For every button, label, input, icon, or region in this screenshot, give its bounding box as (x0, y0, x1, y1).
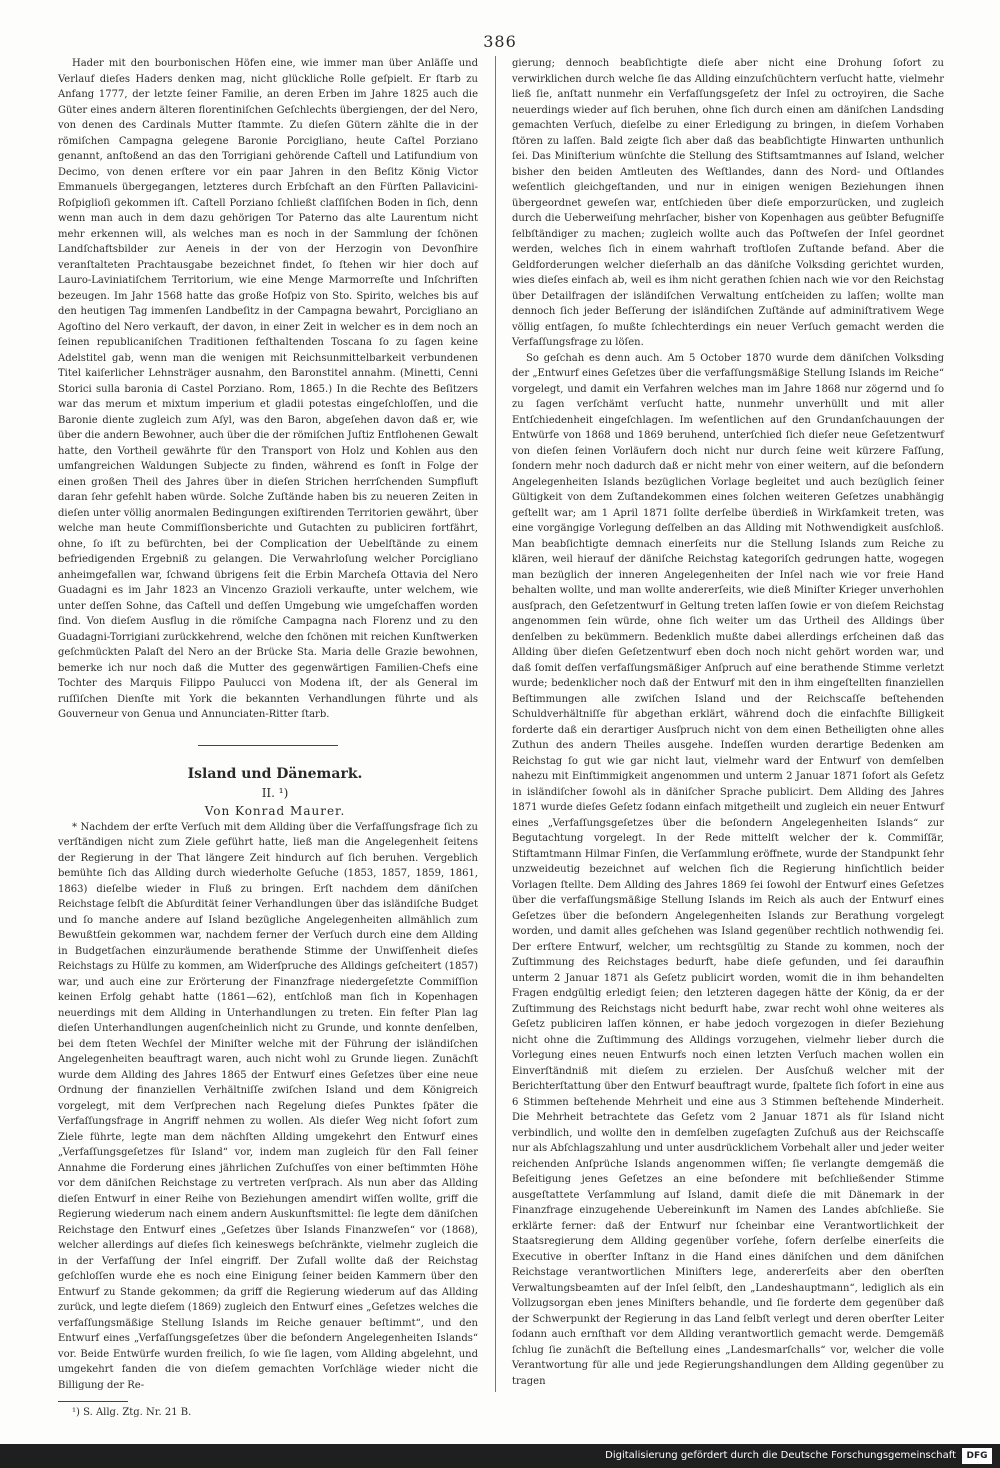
article-author: Von Konrad Maurer. (204, 803, 346, 818)
body-paragraph: * Nachdem der erſte Verſuch mit dem Allding über die Verfaſſungsfrage ſich zu verſtändigen nicht zum Ziele geführt hatte, ließ man die Angelegenheit ſeitens der Regierung in der That längere Zeit hindurch auf ſich beruhen. Vergeblich bemühte ſich das Allding durch wiederholte Geſuche (1853, 1857, 1859, 1861, 1863) dieſelbe wieder in Fluß zu bringen. Erſt nachdem dem däniſchen Reichstage ſelbſt die Abſurdität ſeiner Verhandlungen über das isländiſche Budget und ſo manche andere auf Island bezügliche Angelegenheiten allmählich zum Bewußtſein gekommen war, nachdem ferner der Verſuch durch eine dem Allding in Budgetſachen einzuräumende berathende Stimme der Unwiſſenheit dieſes Reichstags zu Hülfe zu kommen, am Widerſpruche des Alldings geſcheitert (1857) war, und auch eine zur Erörterung der Finanzfrage niedergeſetzte Commiſſion keinen Erfolg gehabt hatte (1861—62), entſchloß man ſich in Kopenhagen neuerdings mit dem Allding in Unterhandlungen zu treten. Ein feſter Plan lag dieſen Unterhandlungen augenſcheinlich nicht zu Grunde, und konnte denſelben, bei dem ſteten Wechſel der Miniſter welche mit der Führung der isländiſchen Angelegenheiten beauftragt waren, auch nicht wohl zu Grunde liegen. Zunächſt wurde dem Allding des Jahres 1865 der Entwurf eines Geſetzes über eine neue Ordnung der finanziellen Verhältniſſe zwiſchen Island und dem Königreich vorgelegt, mit dem Verſprechen nach Regelung dieſes Punktes ſpäter die Verfaſſungsfrage in Angriff nehmen zu wollen. Als dieſer Weg nicht ſofort zum Ziele führte, legte man dem nächſten Allding umgekehrt den Entwurf eines „Verfaſſungsgeſetzes für Island“ vor, indem man zugleich für den Fall ſeiner Annahme die Forderung eines jährlichen Zuſchuſſes von einer beſtimmten Höhe vor dem däniſchen Reichstage zu vertreten verſprach. Als nun aber das Allding dieſen Entwurf in einer Reihe von Beziehungen amendirt wiſſen wollte, griff die Regierung wiederum nach einem andern Auskunftsmittel: ſie legte dem däniſchen Reichstage den Entwurf eines „Geſetzes über Islands Finanzweſen“ vor (1868), welcher allerdings auf dieſes ſich keineswegs beſchränkte, vielmehr zugleich die in der Verfaſſung der Inſel eingriff. Der Zufall wollte daß der Reichstag geſchloſſen wurde ehe es noch eine Einigung ſeiner beiden Kammern über den Entwurf zu Stande gekommen; da griff die Regierung wiederum auf das Allding zurück, und legte dieſem (1869) zugleich den Entwurf eines „Geſetzes welches die verfaſſungsmäßige Stellung Islands im Reiche genauer beſtimmt“, und den Entwurf eines „Verfaſſungsgeſetzes über die beſondern Angelegenheiten Islands“ vor. Beide Entwürfe wurden freilich, ſo wie ſie lagen, vom Allding abgelehnt, und umgekehrt fanden die von dieſem gemachten Vorſchläge wieder nicht die Billigung der Re- (58, 821, 478, 1391)
page-number: 386 (483, 32, 517, 51)
body-paragraph: So geſchah es denn auch. Am 5 October 1870 wurde dem däniſchen Volksding der „Entwurf eines Geſetzes über die verfaſſungsmäßige Stellung Islands im Reiche“ vorgelegt, und damit ein Verfahren welches man im Jahre 1868 nur zögernd und ſo zu ſagen verſchämt verſucht hatte, nunmehr unverhüllt und mit aller Entſchiedenheit eingeſchlagen. Im weſentlichen auf den Grundanſchauungen der Entwürfe von 1868 und 1869 beruhend, unterſchied ſich dieſer neue Geſetzentwurf von dieſen ſeinen Vorläufern doch nicht nur durch ſeine weit kürzere Faſſung, ſondern mehr noch dadurch daß er nicht mehr von einer weitern, auf die beſondern Angelegenheiten Islands bezüglichen Vorlage begleitet und auch bezüglich ſeiner Gültigkeit von dem Zuſtandekommen eines ſolchen weiteren Geſetzes unabhängig geſtellt war; am 1 April 1871 ſollte derſelbe überdieß in Wirkſamkeit treten, was eine vorgängige Vorlegung deſſelben an das Allding mit Nothwendigkeit ausſchloß. Man beabſichtigte demnach einerſeits nur die Stellung Islands zum Reiche zu klären, weil hierauf der däniſche Reichstag kategoriſch gedrungen hatte, wogegen man bezüglich der inneren Angelegenheiten der Inſel nach wie vor freie Hand behalten wollte, und man wollte andererſeits, wie dieß Miniſter Krieger unverhohlen ausſprach, den Geſetzentwurf in Geltung treten laſſen ſowie er von dieſem Reichstag angenommen ſein würde, ohne ſich weiter um das Urtheil des Alldings über denſelben zu bekümmern. Bedenklich mußte dabei allerdings erſcheinen daß das Allding über dieſen Geſetzentwurf eben doch noch nicht gehört worden war, und daß ſomit deſſen verfaſſungsmäßiger Anſpruch auf eine berathende Stimme verletzt wurde; bedenklicher noch daß der Entwurf mit den in ihm eingeſtellten finanziellen Beſtimmungen alle zwiſchen Island und der Reichscaſſe beſtehenden Schuldverhältniſſe für abgethan erklärt, während doch die einfachſte Billigkeit forderte daß ein derartiger Ausſpruch nicht von dem einen Betheiligten ohne alles Zuthun des andern Theiles ausgehe. Indeſſen wurden derartige Bedenken am Reichstag ſo gut wie gar nicht laut, vielmehr ward der Entwurf von demſelben nahezu mit Einſtimmigkeit angenommen und unterm 2 Januar 1871 ſofort als Geſetz in isländiſcher ſowohl als in däniſcher Sprache publicirt. Dem Allding des Jahres 1871 wurde dieſes Geſetz ſodann einfach mitgetheilt und zugleich ein neuer Entwurf eines „Verfaſſungsgeſetzes über die beſondern Angelegenheiten Islands“ zur Begutachtung vorgelegt. In der Rede mittelſt welcher der k. Commiſſär, Stiftamtmann Hilmar Finſen, die Verſammlung eröffnete, wurde der Standpunkt ſehr unzweideutig bezeichnet auf welchen ſich die Regierung hinſichtlich beider Vorlagen ſtellte. Dem Allding des Jahres 1869 ſei ſowohl der Entwurf eines Geſetzes über die verfaſſungsmäßige Stellung Islands im Reich als auch der Entwurf eines Geſetzes über die beſondern Angelegenheiten Islands zur Berathung vorgelegt worden, und damit alles geſchehen was Island gegenüber rechtlich nothwendig ſei. Der erſtere Entwurf, welcher, um rechtsgültig zu Stande zu kommen, noch der Zuſtimmung des Reichstages bedurft, habe dieſe gefunden, und ſei daraufhin unterm 2 Januar 1871 als Geſetz publicirt worden, womit die in ihm behandelten Fragen endgültig erledigt ſeien; den letzteren dagegen hätte der König, da er der Zuſtimmung des Reichstags nicht bedurft habe, zwar recht wohl ohne weiteres als Geſetz publiciren laſſen können, er habe jedoch vorgezogen in dieſer Beziehung nicht ohne die Zuſtimmung des Alldings vorzugehen, vielmehr lieber durch die Vorlegung eines neuen Entwurfs noch einen letzten Verſuch machen wollen ein Einverſtändniß mit dieſem zu erzielen. Der Ausſchuß welcher mit der Berichterſtattung über den Entwurf beauftragt wurde, ſpaltete ſich ſofort in eine aus 6 Stimmen beſtehende Mehrheit und eine aus 3 Stimmen beſtehende Minderheit. Die Mehrheit betrachtete das Geſetz vom 2 Januar 1871 als für Island nicht verbindlich, und wollte den in demſelben zugeſagten Zuſchuß aus der Reichscaſſe nur als Abſchlagszahlung und unter ausdrücklichem Vorbehalt aller und jeder weiter reichenden Anſprüche Islands angenommen wiſſen; ſie verlangte demgemäß die Beſeitigung jenes Geſetzes an eine beſondere mit beſchließender Stimme ausgeſtattete Verſammlung auf Island, damit dieſe die mit Dänemark in der Finanzfrage einzugehende Uebereinkunft im Namen des Landes abſchließe. Sie erklärte ferner: daß der Entwurf nur ſcheinbar eine Verantwortlichkeit der Staatsregierung dem Allding gegenüber vorſehe, ſofern derſelbe einerſeits die Executive in oberſter Inſtanz in die Hand eines däniſchen und dem däniſchen Reichstage verantwortlichen Miniſters lege, andererſeits aber den oberſten Verwaltungsbeamten auf der Inſel ſelbſt, den „Landeshauptmann“, lediglich als ein Vollzugsorgan eben jenes Miniſters behandle, und ſie forderte dem gegenüber daß der Schwerpunkt der Regierung in das Land ſelbſt verlegt und deren oberſter Leiter ſodann auch ernſthaft vor dem Allding verantwortlich gemacht werde. Demgemäß ſchlug ſie zunächſt die Beſtellung eines „Landesmarſchalls“ vor, welcher die volle Verantwortung für alle und jede Regierungshandlungen dem Allding gegenüber zu tragen (512, 352, 944, 1387)
dfg-logo-icon: DFG (962, 1448, 992, 1464)
digitization-footer (0, 1444, 1000, 1468)
article-title: Island und Dänemark. (187, 765, 363, 782)
column-divider (495, 56, 496, 1392)
footnote-divider (58, 1401, 128, 1402)
footnote: ¹) S. Allg. Ztg. Nr. 21 B. (72, 1407, 192, 1418)
article-part: II. ¹) (261, 785, 289, 800)
left-column (58, 56, 478, 1421)
right-column (512, 56, 944, 1389)
body-paragraph: gierung; dennoch beabſichtigte dieſe aber nicht eine Drohung ſofort zu verwirklichen durch welche ſie das Allding einzuſchüchtern verſucht hatte, vielmehr ließ ſie, anſtatt nunmehr ein Verfaſſungsgeſetz der Inſel zu octroyiren, die Sache neuerdings wieder auf ſich beruhen, ohne ſich durch einen am däniſchen Landsding gemachten Verſuch, dieſelbe zu einer Erledigung zu bringen, in dieſem Vorhaben ſtören zu laſſen. Bald zeigte ſich aber daß das beabſichtigte Hinwarten unthunlich ſei. Das Miniſterium wünſchte die Stellung des Stiftsamtmannes auf Island, welcher bisher den beiden Amtleuten des Weſtlandes, dann des Nord- und Oſtlandes weſentlich gleichgeſtanden, und nur in einigen wenigen Beziehungen ihnen übergeordnet geweſen war, entſchieden über dieſe emporzurücken, und zugleich durch die Ueberweiſung mehrſacher, bisher von Kopenhagen aus geübter Befugniſſe ſelbſtändiger zu machen; zugleich wollte auch das Poſtweſen der Inſel geordnet werden, welches ſich in einem wahrhaft troſtloſen Zuſtande befand. Aber die Geldforderungen welcher dieſerhalb an das däniſche Volksding gerichtet wurden, wies dieſes einfach ab, weil es ihm nicht gerathen ſchien nach wie vor den Reichstag über Detailfragen der isländiſchen Verwaltung entſcheiden zu laſſen; wollte man dennoch ſich jeder Beſſerung der isländiſchen Zuſtände auf adminiſtrativem Wege völlig entſagen, ſo mußte ſchlechterdings ein neuer Verſuch gemacht werden die Verfaſſungsfrage zu löſen. (512, 58, 944, 348)
footer-text: Digitalisierung gefördert durch die Deutsche Forschungsgemeinschaft (605, 1450, 956, 1461)
body-paragraph: Hader mit den bourbonischen Höfen eine, wie immer man über Anläſſe und Verlauf dieſes Haders denken mag, nicht glückliche Rolle geſpielt. Er ſtarb zu Anfang 1777, der letzte ſeiner Familie, an deren Erben im Jahre 1825 auch die Güter eines andern älteren florentiniſchen Geſchlechts übergiengen, der del Nero, von denen des Cardinals Mutter ſtammte. Zu dieſen Gütern zählte die in der römiſchen Campagna gelegene Baronie Porcigliano, heute Caſtel Porziano genannt, anſtoßend an das den Torrigiani gehörende Caſtell und Latifundium von Decimo, von denen erſtere vor ein paar Jahren in den Beſitz König Victor Emmanuels übergegangen, letzteres durch Erbſchaft an den Fürſten Pallavicini-Roſpiglioſi gekommen iſt. Caſtell Porziano ſchließt claſſiſchen Boden in ſich, denn wenn man auch in dem dazu gehörigen Tor Paterno das alte Laurentum nicht mehr erkennen will, als welches man es noch in der Sammlung der ſchönen Landſchaftsbilder zur Aeneis in der von der Herzogin von Devonſhire veranſtalteten Prachtausgabe bezeichnet findet, ſo ſtehen wir hier doch auf Lauro-Laviniatiſchem Territorium, wie eine Menge Marmorreſte und Inſchriften bezeugen. Im Jahr 1568 hatte das große Hoſpiz von Sto. Spirito, welches bis auf den heutigen Tag immenſen Landbeſitz in der Campagna bewahrt, Porcigliano an Agoſtino del Nero verkauft, der davon, in einer Zeit in welcher es in dem noch an ſeinen republicaniſchen Traditionen feſthaltenden Toscana ſo zu ſagen keine Adelstitel gab, wenn man die wenigen mit Reichsunmittelbarkeit verbundenen Titel kaiſerlicher Lehnsträger ausnahm, den Baronstitel annahm. (Minetti, Cenni Storici sulla baronia di Castel Porziano. Rom, 1865.) In die Rechte des Beſitzers war das merum et mixtum imperium et gladii potestas eingeſchloſſen, und die Baronie diente zugleich zum Aſyl, was den Baron, abgeſehen davon daß er, wie über die andern Bewohner, auch über die der römiſchen Juſtiz Entflohenen Gewalt hatte, den Vortheil gewährte für den Transport von Holz und Kohlen aus den umfangreichen Waldungen Subjecte zu finden, während es ſonſt in Folge der einen großen Theil des Jahres über in dieſen Strichen herrſchenden Sumpfluft daran ſehr gefehlt haben würde. Solche Zuſtände haben bis zu neueren Zeiten in dieſen unter völlig anormalen Bedingungen exiſtirenden Territorien gewährt, über welche man heute Commiſſionsberichte und Gutachten zu publiciren fortfährt, ohne, ſo iſt zu befürchten, bei der Complication der Uebelſtände zu einem befriedigenden Ergebniß zu gelangen. Die Verwahrloſung welcher Porcigliano anheimgefallen war, ſchwand übrigens ſeit die Erbin Marcheſa Ottavia del Nero Guadagni es im Jahr 1823 an Vincenzo Grazioli verkaufte, unter welchem, wie unter deſſen Sohne, das Caſtell und deſſen Umgebung wie umgeſchaffen worden ſind. Von dieſem Ausflug in die römiſche Campagna nach Florenz und zu den Guadagni-Torrigiani zurückkehrend, welche den ſchönen mit reichen Kunſtwerken geſchmückten Palaſt del Nero an der Brücke Sta. Maria delle Grazie bewohnen, bemerke ich nur noch daß die Mutter des gegenwärtigen Familien-Chefs eine Tochter des Marquis Filippo Paulucci von Modena iſt, der als General im ruſſiſchen Dienſte mit York die bekannten Verhandlungen führte und als Gouverneur von Genua und Annunciaten-Ritter ſtarb. (58, 58, 478, 720)
section-divider (198, 745, 338, 746)
